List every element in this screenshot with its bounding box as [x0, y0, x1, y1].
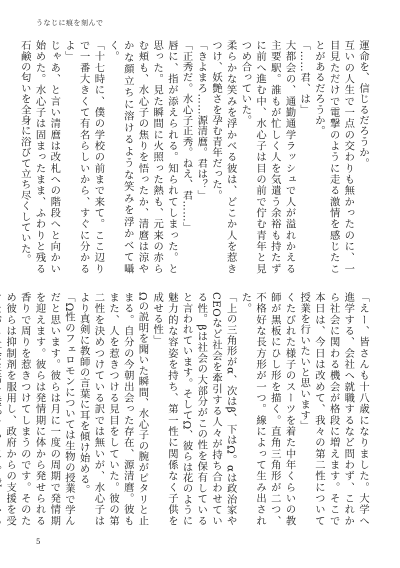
- paragraph: くたびれた様子のスーツを着た中年くらいの教師が黒板にひし形を描く。直角三角形が二つ、不格好な長方形が一つ。線によって生み出された。: [239, 292, 296, 526]
- paragraph: 「Ω性のフェロモンについては生物の授業で学んだと思います。彼らは月に一度の周期で発情期を迎えます。彼らは発情期に体から発せられる香りで周りを惹きつけてしまうのです。そのため彼らは抑制剤を服用し、政府からの支援を受: [4, 292, 75, 526]
- paragraph: 「……君、は」: [298, 40, 311, 115]
- page-number: 5: [36, 538, 41, 546]
- paragraph: 唇に、指が添えられる。知られてしまった。と思った。見た瞬間に火照った熱も、元来の赤らむ頬も、水心子の焦りを悟ったか、清麿は涼やかな顔立ちに溶けるような笑みを浮かべて囁く。: [107, 40, 178, 274]
- paragraph: 「十七時に、僕の学校の前まで来て。ここ辺りで一番大きくて有名らしいから、すぐに分かるよ」: [62, 40, 105, 274]
- paragraph: 柔らかな笑みを浮かべる彼は、どこか人を惹きつけ、妖艶さを孕む青年だった。: [209, 40, 237, 274]
- upper-text-block: [18, 40, 370, 274]
- paragraph: 「えー、皆さんも十八歳になりました。大学へ進学する、会社へ就職するなど問わず、これから社会に関わる機会が格段に増えます。そこで本日は、今日は改めて、我々の第二性について授業を行いたいと思います」: [298, 292, 369, 526]
- paragraph: 「きよまろ……源清麿。君は？」: [195, 40, 208, 201]
- paragraph: 「上の三角形がα、次はβ、下はΩ。αは政治家やCEOなど社会を牽引する人々が持ち合わせている性。βは社会の大部分がこの性を保有していると言われています。そしてΩ、彼らは花のように魅力的な容姿を持ち、第一性に関係なく子供を成せる性」: [151, 292, 237, 526]
- paragraph: じゃあ、と言い清麿は改札への階段へと向かい始めた。水心子は固まったまま、ふわりと残る石鹸の匂いを全身に浴びて立ち尽くしていた。: [18, 40, 61, 274]
- lower-text-block: [4, 292, 370, 526]
- paragraph: 運命を、信じるだろうか。: [357, 40, 369, 169]
- running-head: うなじに痕を刻んで: [36, 19, 104, 27]
- paragraph: 大都会の、通勤通学ラッシュで人が溢れかえる主要駅。誰もが忙しく人を気遣う余裕も持たずに前へ進む中、水心子は目の前で佇む青年と見つめ合っていた。: [239, 40, 296, 274]
- paragraph: 「正秀だ。水心子正秀。ねえ、君……」: [180, 40, 193, 233]
- paragraph: Ωの説明を聞いた瞬間、水心子の腕がピタリと止まる。自分の今朝出会った存在、源清麿。彼もまた、人を惹きつける見目をしていた。彼の第二性を決めつけている訳では無いが、水心子はより真剣に教師の言葉に耳を傾け始める。: [77, 292, 149, 526]
- paragraph: 互いの人生で一点の交わりも無かったのに、一目見ただけで電撃のように走る激情を感じたことがあるだろうか。: [312, 40, 355, 274]
